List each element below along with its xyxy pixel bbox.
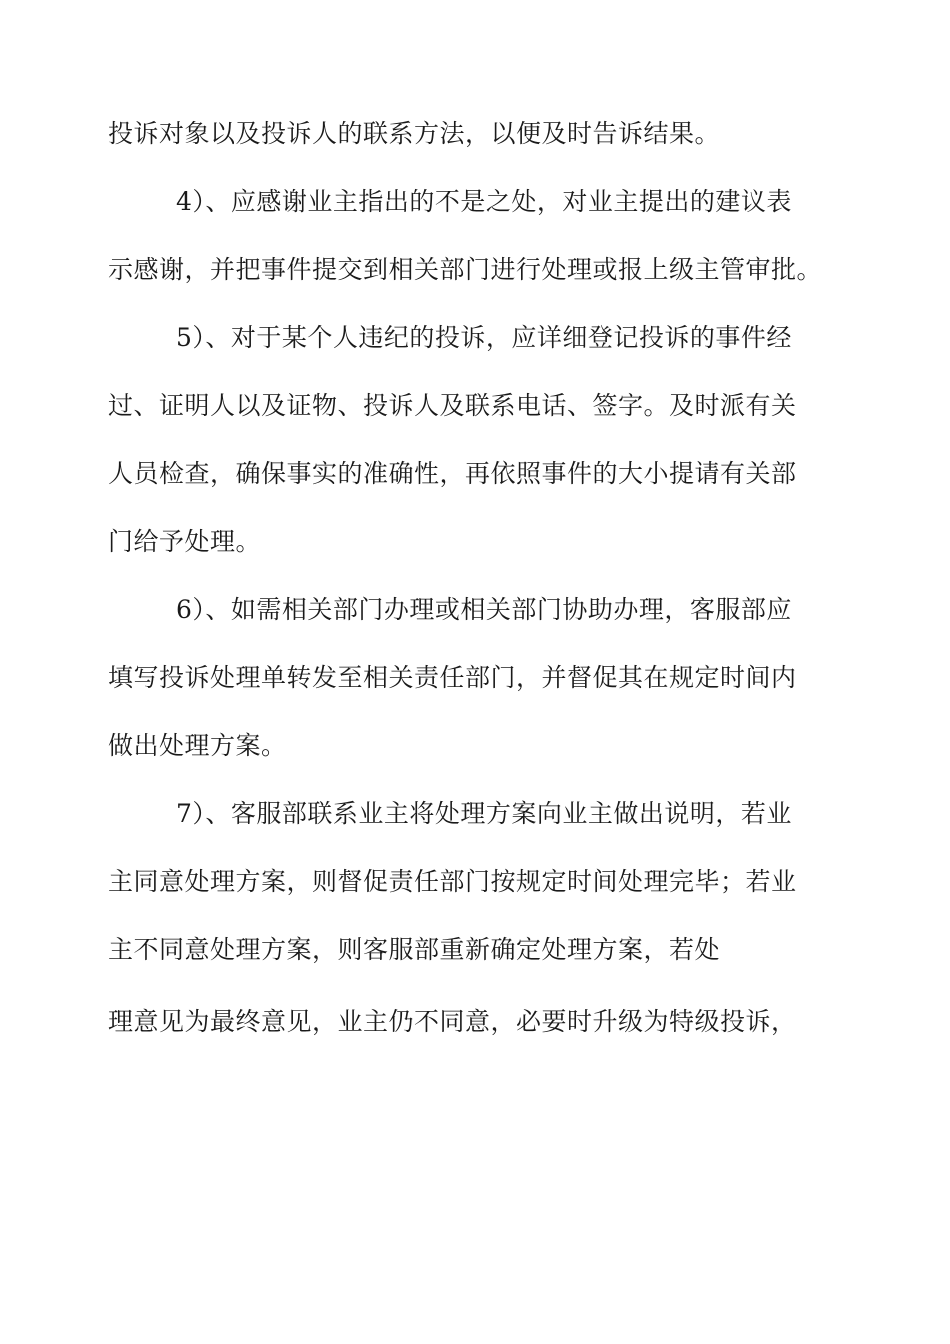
- paragraph-6-line: 6）、如需相关部门办理或相关部门协助办理，客服部应: [176, 595, 792, 624]
- text-line: 投诉对象以及投诉人的联系方法，以便及时告诉结果。: [108, 119, 721, 148]
- text-line: 过、证明人以及证物、投诉人及联系电话、签字。及时派有关: [108, 391, 797, 420]
- text-line: 做出处理方案。: [108, 731, 287, 760]
- paragraph-4-line: 4）、应感谢业主指出的不是之处，对业主提出的建议表: [176, 187, 792, 216]
- text-line: 填写投诉处理单转发至相关责任部门，并督促其在规定时间内: [108, 663, 797, 692]
- text-line: 主不同意处理方案，则客服部重新确定处理方案，若处: [108, 935, 721, 964]
- text-line: 主同意处理方案，则督促责任部门按规定时间处理完毕；若业: [108, 867, 797, 896]
- paragraph-7-line: 7）、客服部联系业主将处理方案向业主做出说明，若业: [176, 799, 792, 828]
- paragraph-5-line: 5）、对于某个人违纪的投诉，应详细登记投诉的事件经: [176, 323, 792, 352]
- text-line: 门给予处理。: [108, 527, 262, 556]
- text-line: 人员检查，确保事实的准确性，再依照事件的大小提请有关部: [108, 459, 797, 488]
- text-line: 理意见为最终意见，业主仍不同意，必要时升级为特级投诉，: [108, 1007, 797, 1036]
- text-line: 示感谢，并把事件提交到相关部门进行处理或报上级主管审批。: [108, 255, 823, 284]
